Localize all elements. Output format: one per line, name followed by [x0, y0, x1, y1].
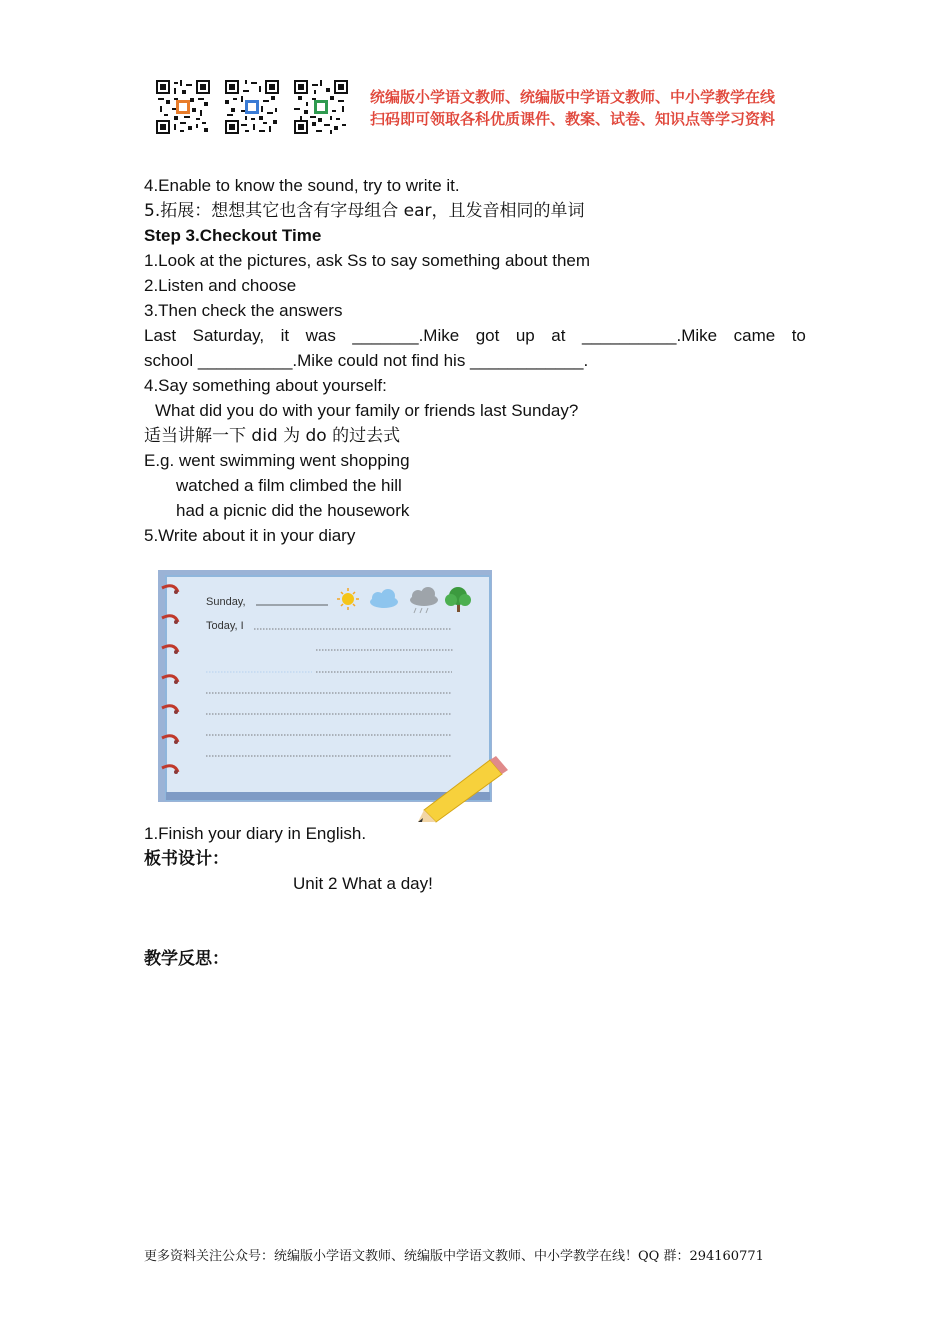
example-line: had a picnic did the housework [176, 501, 410, 520]
board-title: Unit 2 What a day! [293, 874, 433, 893]
word: was [305, 326, 336, 345]
fill-blank-line [144, 326, 806, 346]
word: got [475, 326, 500, 345]
promo-text [370, 86, 775, 130]
promo-line-2: 扫码即可领取各科优质课件、教案、试卷、知识点等学习资料 [370, 110, 776, 128]
board-design-label: 板书设计： [144, 849, 229, 869]
diary-sunday-label: Sunday, [206, 596, 246, 608]
step-line: 2.Listen and choose [144, 276, 297, 295]
promo-header [156, 80, 816, 136]
diary-today-label: Today, I [206, 620, 244, 632]
qr-code-icon[interactable] [156, 80, 210, 134]
word: it [280, 326, 290, 345]
page-footer: 更多资料关注公众号：统编版小学语文教师、统编版中学语文教师、中小学教学在线！QQ 群：294160771 [144, 1249, 764, 1264]
word: at [551, 326, 566, 345]
step-line: 5.拓展：想想其它也含有字母组合 ear，且发音相同的单词 [144, 201, 585, 221]
step-line: 3.Then check the answers [144, 301, 343, 320]
step-line: 4.Enable to know the sound, try to write it. [144, 176, 460, 195]
fill-blank-line: school __________.Mike could not find his ____________. [144, 351, 589, 370]
section-heading: Step 3.Checkout Time [144, 226, 322, 245]
step-line: 1.Look at the pictures, ask Ss to say something about them [144, 251, 591, 270]
reflection-label: 教学反思： [144, 949, 229, 969]
step-line: 5.Write about it in your diary [144, 526, 356, 545]
qr-code-icon[interactable] [225, 80, 279, 134]
homework-line: 1.Finish your diary in English. [144, 824, 367, 843]
word: to [791, 326, 806, 345]
word: came [733, 326, 776, 345]
question-line: What did you do with your family or friends last Sunday? [155, 401, 579, 420]
word: _______.Mike [352, 326, 460, 345]
step-line: 4.Say something about yourself: [144, 376, 387, 395]
promo-line-1: 统编版小学语文教师、统编版中学语文教师、中小学教学在线 [370, 88, 776, 106]
word: Last [144, 326, 177, 345]
word: up [515, 326, 535, 345]
qr-code-icon[interactable] [294, 80, 348, 134]
diary-illustration [152, 566, 508, 824]
word: Saturday, [192, 326, 265, 345]
example-line: watched a film climbed the hill [176, 476, 402, 495]
word: __________.Mike [581, 326, 718, 345]
note-line: 适当讲解一下 did 为 do 的过去式 [144, 426, 401, 446]
example-line: E.g. went swimming went shopping [144, 451, 410, 470]
